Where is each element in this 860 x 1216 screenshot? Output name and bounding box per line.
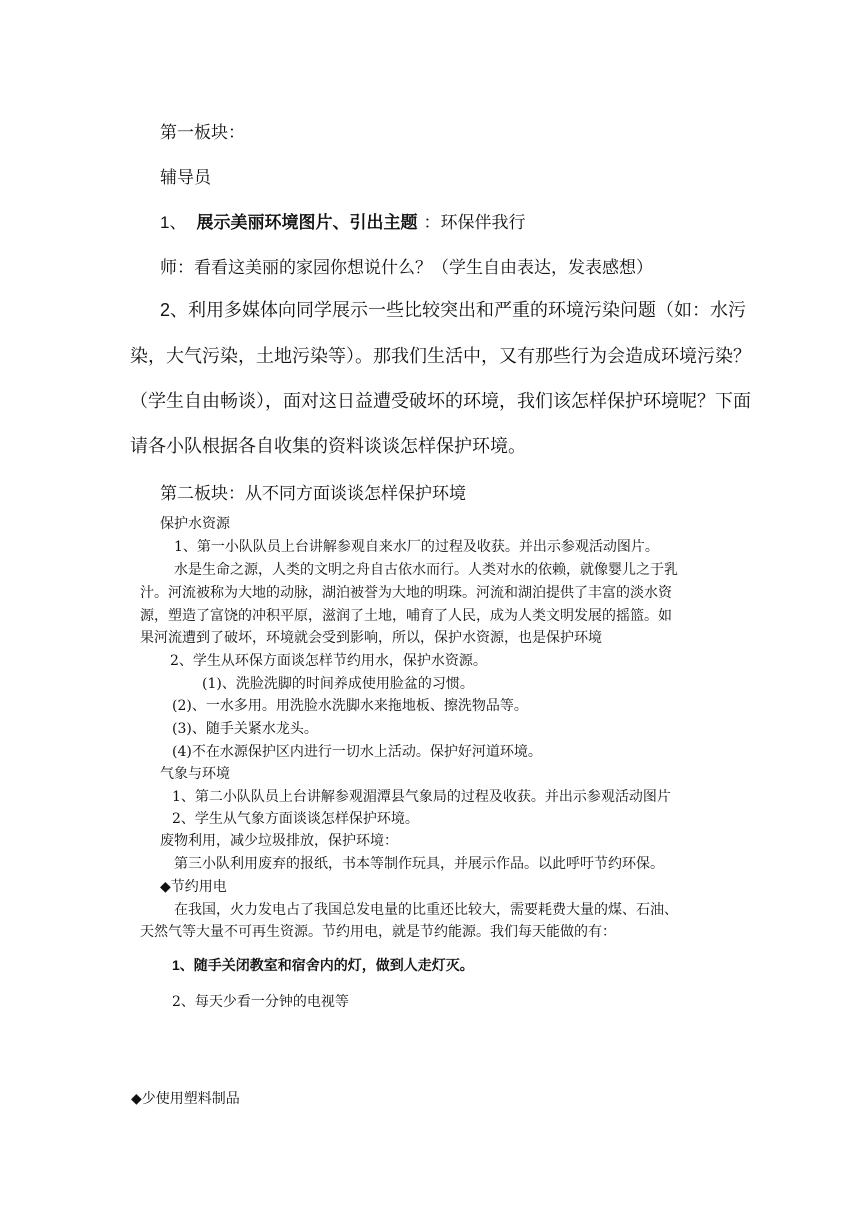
waste-title: 废物利用，减少垃圾排放，保护环境：	[160, 833, 398, 849]
water-para-1: 水是生命之源，人类的文明之舟自古依水而行。人类对水的依赖，就像婴儿之于乳	[174, 562, 678, 578]
water-step2: 2、学生从环保方面谈怎样节约用水，保护水资源。	[170, 653, 487, 669]
weather-title: 气象与环境	[160, 766, 230, 782]
weather-step2: 2、学生从气象方面谈谈怎样保护环境。	[172, 811, 419, 827]
weather-step1: 1、第二小队队员上台讲解参观湄潭县气象局的过程及收获。并出示参观活动图片	[172, 789, 671, 805]
item1-number: 1、	[160, 213, 187, 232]
item2-line-1: 2、利用多媒体向同学展示一些比较突出和严重的环境污染问题（如：水污	[160, 300, 747, 320]
electricity-item-2: 2、每天少看一分钟的电视等	[172, 994, 349, 1010]
block1-heading: 第一板块：	[160, 123, 245, 142]
counselor-label: 辅导员	[160, 168, 211, 187]
plastic-heading: ◆少使用塑料制品	[131, 1090, 240, 1106]
waste-text: 第三小队利用废弃的报纸，书本等制作玩具，并展示作品。以此呼吁节约环保。	[174, 856, 664, 872]
block2-heading: 第二板块：从不同方面谈谈怎样保护环境	[160, 484, 466, 503]
water-sub-2: (2)、一水多用。用洗脸水洗脚水来拖地板、擦洗物品等。	[172, 698, 528, 714]
water-para-3: 源，塑造了富饶的冲积平原，滋润了土地，哺育了人民，成为人类文明发展的摇篮。如	[140, 608, 672, 624]
water-para-2: 汁。河流被称为大地的动脉，湖泊被誉为大地的明珠。河流和湖泊提供了丰富的淡水资	[140, 585, 672, 601]
water-step1: 1、第一小队队员上台讲解参观自来水厂的过程及收获。并出示参观活动图片。	[174, 539, 659, 555]
item1-bold-text: 展示美丽环境图片、引出主题	[196, 213, 418, 232]
electricity-para-1: 在我国，火力发电占了我国总发电量的比重还比较大，需要耗费大量的煤、石油、	[174, 902, 678, 918]
electricity-title: ◆节约用电	[160, 879, 227, 895]
item1-theme: ：环保伴我行	[423, 213, 526, 232]
electricity-item-1: 1、随手关闭教室和宿舍内的灯，做到人走灯灭。	[172, 957, 474, 973]
item2-line-3: （学生自由畅谈），面对这日益遭受破坏的环境，我们该怎样保护环境呢？下面	[130, 391, 751, 411]
item2-line-4: 请各小队根据各自收集的资料谈谈怎样保护环境。	[130, 436, 526, 456]
water-title: 保护水资源	[160, 516, 230, 532]
item2-line-2: 染，大气污染，土地污染等）。那我们生活中，又有那些行为会造成环境污染？	[130, 346, 751, 366]
teacher-line: 师：看看这美丽的家园你想说什么？（学生自由表达，发表感想）	[160, 258, 653, 277]
water-sub-3: (3)、随手关紧水龙头。	[172, 721, 318, 737]
item1-line	[160, 208, 525, 233]
water-para-4: 果河流遭到了破坏，环境就会受到影响，所以，保护水资源，也是保护环境	[140, 630, 602, 646]
water-sub-4: (4)不在水源保护区内进行一切水上活动。保护好河道环境。	[172, 744, 542, 760]
electricity-para-2: 天然气等大量不可再生资源。节约用电，就是节约能源。我们每天能做的有：	[140, 924, 616, 940]
water-sub-1: (1)、洗脸洗脚的时间养成使用脸盆的习惯。	[202, 676, 474, 692]
